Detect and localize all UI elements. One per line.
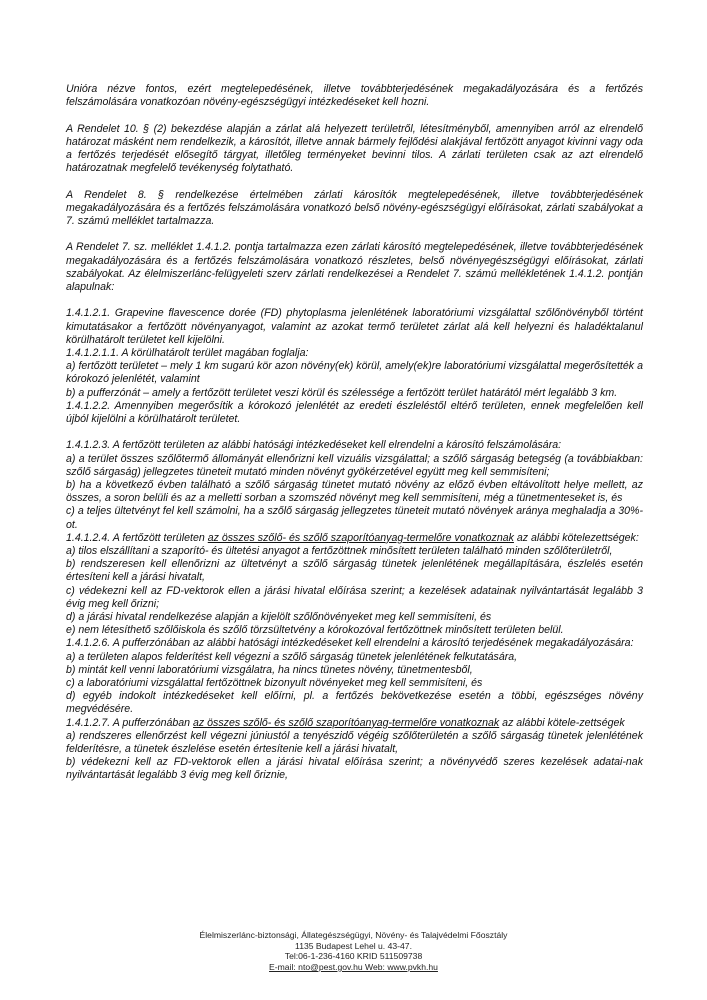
section-1-4-1-2-6: 1.4.1.2.6. A pufferzónában az alábbi hatósági intézkedéseket kell elrendelni a károsító terjedésének megakadályozására:: [66, 637, 634, 650]
paragraph-rendelet-10: A Rendelet 10. § (2) bekezdése alapján a zárlat alá helyezett területről, létesítményből, amennyiben arról az elrendelő határozat másként nem rendelkezik, a károsítót, illetve annak bármely fejlődési alakjával fertőzött anyagot kivinni vagy oda a fertőzés terjedését elősegítő tárgyat, illetőleg terményeket bevinni tilos. A zárlati területen csak az azt elrendelő határozatnak megfelelő tevékenység folytatható.: [66, 122, 643, 175]
paragraph-rendelet-8: A Rendelet 8. § rendelkezése értelmében zárlati károsítók megtelepedésének, illetve továbbterjedésének megakadályozására és a fertőzés felszámolására vonatkozó belső növény-egészségügyi előírásokat, zárlati szabályokat a 7. számú melléklet tartalmazza.: [66, 188, 643, 227]
document-body: [66, 83, 643, 783]
spacer: [66, 228, 643, 241]
underlined-text: az összes szőlő- és szőlő szaporítóanyag-termelőre vonatkoznak: [193, 716, 500, 729]
section-text: 1.4.1.2.4. A fertőzött területen: [66, 531, 208, 544]
section-1-4-1-2-4: [66, 532, 643, 545]
footer-address: 1135 Budapest Lehel u. 43-47.: [295, 940, 412, 951]
item-c: c) a laboratóriumi vizsgálattal fertőzöttnek bizonyult növényeket meg kell semmisíteni, és: [66, 677, 483, 690]
item-c: c) a teljes ültetvényt fel kell számolni, ha a szőlő sárgaság jellegzetes tüneteit mutató növények aránya meghaladja a 30%-ot.: [66, 505, 643, 531]
footer-department: Élelmiszerlánc-biztonsági, Állategészségügyi, Növény- és Talajvédelmi Főosztály: [199, 930, 508, 940]
item-b: b) a pufferzónát – amely a fertőzött területet veszi körül és szélessége a fertőzött terület határától mért legalább 3 km.: [66, 386, 618, 399]
section-1-4-1-2-1: 1.4.1.2.1. Grapevine flavescence dorée (FD) phytoplasma jelenlétének laboratóriumi vizsgálattal szőlőnövényből történt kimutatásakor a fertőzött növényanyagot, valamint az azokat termő területet zárlat alá kell helyezni és haladéktalanul körülhatárolt területet kell kijelölni.: [66, 307, 643, 346]
paragraph-rendelet-7: A Rendelet 7. sz. melléklet 1.4.1.2. pontja tartalmazza ezen zárlati károsító megtelepedésének, illetve továbbterjedésének megakadályozására és a fertőzés felszámolására vonatkozó részletes, belső növényegészségügyi előírásokat, zárlati szabályokat. Az élelmiszerlánc-felügyeleti szerv zárlati rendelkezései a Rendelet 7. számú mellékletének 1.4.1.2. pontján alapulnak:: [66, 241, 643, 293]
item-b: b) rendszeresen kell ellenőrizni az ültetvényt a szőlő sárgaság tünetek jelenlétének megállapítására, észlelés esetén értesíteni kell a járási hivatalt,: [66, 558, 643, 584]
section-1-4-1-2-3: 1.4.1.2.3. A fertőzött területen az alábbi hatósági intézkedéseket kell elrendelni a károsító felszámolására:: [66, 439, 562, 452]
section-1-4-1-2-7: [66, 717, 643, 730]
section-text: 1.4.1.2.7. A pufferzónában: [66, 716, 194, 729]
item-b: b) ha a következő évben található a szőlő sárgaság tünetet mutató növény az előző évben eltávolított helye mellett, az összes, a soron belüli és az a melletti sorban a szomszéd növényt meg kell semmisíteni, még a tünetmenteseket is, és: [66, 479, 643, 505]
item-d: d) a járási hivatal rendelkezése alapján a kijelölt szőlőnövényeket meg kell semmisíteni, és: [66, 611, 492, 624]
item-a: a) a terület összes szőlőtermő állományát ellenőrizni kell vizuális vizsgálattal; a szőlő sárgaság betegség (a továbbiakban: szőlő sárgaság) jellegzetes tüneteit mutató minden növényt gyökérzetével együtt meg kell semmisíteni;: [66, 452, 643, 478]
footer-contact-link[interactable]: E-mail: nto@pest.gov.hu Web: www.pvkh.hu: [269, 961, 438, 972]
spacer: [66, 175, 643, 188]
section-text: az alábbi kötele-zettségek: [499, 716, 625, 729]
item-b: b) mintát kell venni laboratóriumi vizsgálatra, ha nincs tünetes növény, tünetmentesből,: [66, 663, 473, 676]
item-e: e) nem létesíthető szőlőiskola és szőlő törzsültetvény a kórokozóval fertőzöttnek minősített területen belül.: [66, 624, 564, 637]
section-text: az alábbi kötelezettségek:: [513, 531, 639, 544]
item-a: a) tilos elszállítani a szaporító- és ültetési anyagot a fertőzöttnek minősített területen található minden szőlőterületről,: [66, 545, 613, 558]
footer-phone: Tel:06-1-236-4160 KRID 511509738: [284, 951, 423, 962]
underlined-text: az összes szőlő- és szőlő szaporítóanyag-termelőre vonatkoznak: [207, 531, 514, 544]
spacer: [66, 109, 643, 122]
section-1-4-1-2-2: 1.4.1.2.2. Amennyiben megerősítik a kórokozó jelenlétét az eredeti észleléstől eltérő területen, ennek megfelelően kell újból kijelölni a körülhatárolt területet.: [66, 399, 643, 426]
spacer: [66, 294, 643, 307]
section-1-4-1-2-1-1: 1.4.1.2.1.1. A körülhatárolt terület magában foglalja:: [66, 347, 309, 359]
spacer: [66, 426, 643, 439]
paragraph-intro: Unióra nézve fontos, ezért megtelepedésének, illetve továbbterjedésének megakadályozására és a fertőzés felszámolására vonatkozóan növény-egészségügyi intézkedéseket kell hozni.: [66, 83, 643, 109]
item-a: a) a területen alapos felderítést kell végezni a szőlő sárgaság tünetek jelenlétének felkutatására,: [66, 650, 518, 663]
item-c: c) védekezni kell az FD-vektorok ellen a járási hivatal előírása szerint; a kezelések adatainak nyilvántartását legalább 3 évig meg kell őrizni;: [66, 584, 643, 610]
item-d: d) egyéb indokolt intézkedéseket kell előírni, pl. a fertőzés bekövetkezése esetén a többi, egészséges növény megvédésére.: [66, 690, 643, 716]
page-footer: [0, 930, 707, 972]
item-a: a) rendszeres ellenőrzést kell végezni júniustól a tenyészidő végéig szőlőterületén a szőlő sárgaság tünetek jelenlétének felderítésre, a tünetek észlelése esetén értesítenie kell a járási hivatalt,: [66, 729, 643, 756]
item-b: b) védekezni kell az FD-vektorok ellen a járási hivatal előírása szerint; a növényvédő szeres kezelések adatai-nak nyilvántartását legalább 3 évig meg kell őriznie,: [66, 756, 643, 782]
item-a: a) fertőzött területet – mely 1 km sugarú kör azon növény(ek) körül, amely(ek)re laboratóriumi vizsgálattal megerősítették a kórokozó jelenlétét, valamint: [66, 360, 643, 386]
